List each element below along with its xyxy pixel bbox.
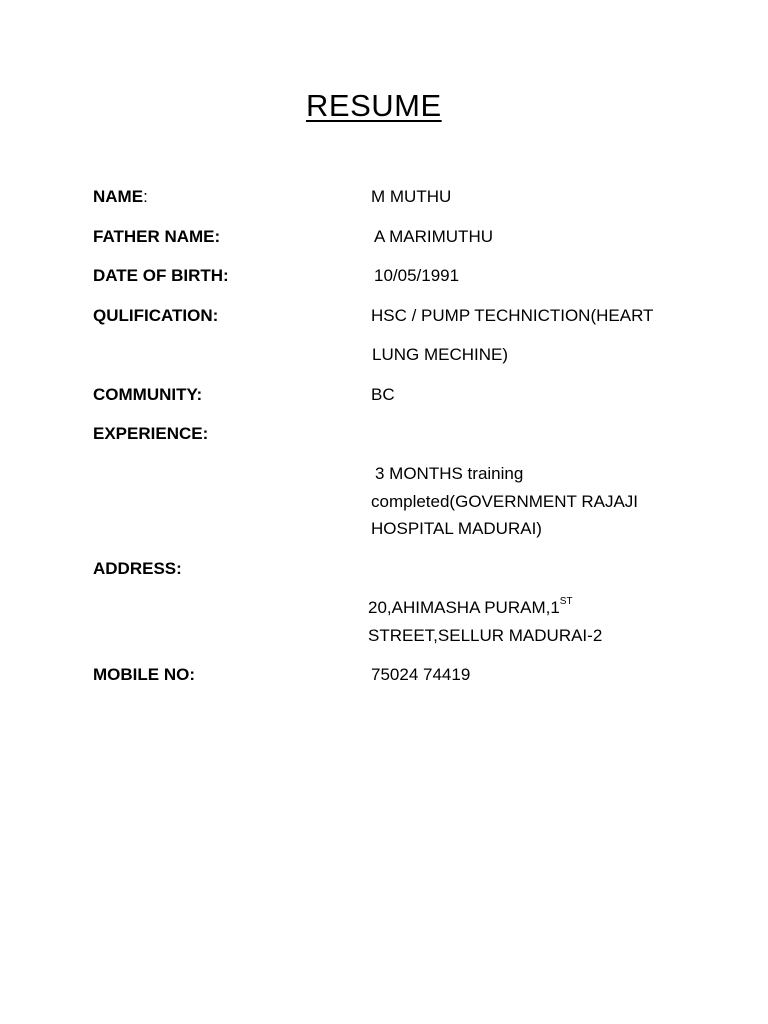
father-name-label: FATHER NAME: <box>93 227 221 246</box>
experience-line1: 3 MONTHS training <box>375 464 524 483</box>
experience-label: EXPERIENCE: <box>93 424 209 443</box>
ordinal-superscript: ST <box>559 596 573 607</box>
qualification-value-line1: HSC / PUMP TECHNICTION(HEART <box>371 306 654 325</box>
qualification-value-line2: LUNG MECHINE) <box>372 345 509 364</box>
name-label: NAME: <box>93 187 148 206</box>
name-value: M MUTHU <box>371 187 452 206</box>
address-line2: STREET,SELLUR MADURAI-2 <box>368 626 603 645</box>
community-label: COMMUNITY: <box>93 385 203 404</box>
father-name-value: A MARIMUTHU <box>374 227 493 246</box>
dob-value: 10/05/1991 <box>374 266 460 285</box>
community-value: BC <box>371 385 395 404</box>
experience-line3: HOSPITAL MADURAI) <box>371 519 542 538</box>
experience-line2: completed(GOVERNMENT RAJAJI <box>371 492 639 511</box>
qualification-label: QULIFICATION: <box>93 306 219 325</box>
address-line1: 20,AHIMASHA PURAM,1ST <box>368 596 573 617</box>
mobile-label: MOBILE NO: <box>93 665 195 684</box>
mobile-value: 75024 74419 <box>371 665 471 684</box>
resume-title: RESUME <box>306 88 442 123</box>
address-label: ADDRESS: <box>93 559 182 578</box>
dob-label: DATE OF BIRTH: <box>93 266 229 285</box>
